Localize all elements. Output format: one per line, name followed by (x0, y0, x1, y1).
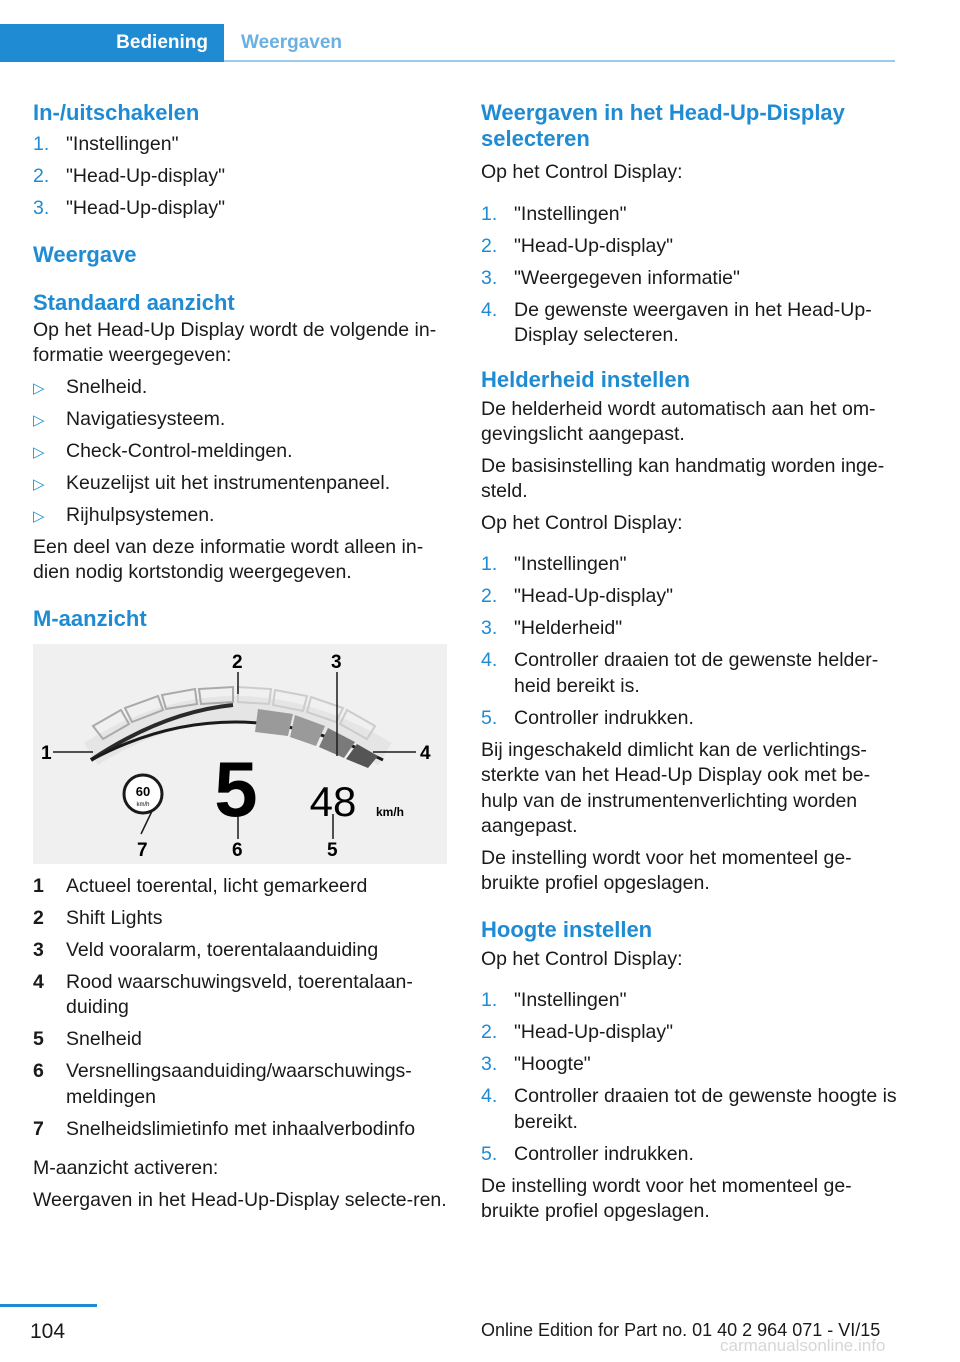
list-item: 4. Controller draaien tot de gewenste hoogte is bereikt. (481, 1085, 897, 1133)
list-item: ▷ Navigatiesysteem. (33, 407, 451, 433)
triangle-bullet-icon: ▷ (33, 379, 45, 397)
step-number: 2. (33, 165, 50, 187)
list-item: ▷ Snelheid. (33, 375, 451, 401)
legend-row: 3 Veld vooralarm, toerentalaanduiding (33, 938, 379, 961)
steps-brightness (481, 552, 899, 731)
heading-helderheid: Helderheid instellen (481, 366, 691, 392)
heading-in-uitschakelen: In-/uitschakelen (33, 100, 200, 125)
triangle-bullet-icon: ▷ (33, 411, 45, 429)
m-view-activate-label: M-aanzicht activeren: (33, 1157, 219, 1179)
height-p1: De instelling wordt voor het momenteel ge-bruikte profiel opgeslagen. (481, 1174, 852, 1222)
triangle-bullet-icon: ▷ (33, 475, 45, 493)
step-number: 3. (33, 197, 50, 219)
brightness-intro: Op het Control Display: (481, 511, 683, 534)
heading-standaard-aanzicht: Standaard aanzicht (33, 289, 235, 315)
list-item: 4. Controller draaien tot de gewenste helder-heid bereikt is. (481, 649, 879, 697)
heading-weergave: Weergave (33, 241, 137, 267)
height-intro: Op het Control Display: (481, 947, 683, 970)
speed-value: 48 (309, 777, 357, 825)
header-divider (224, 60, 895, 62)
footer-line (0, 1304, 97, 1307)
list-item: ▷ Rijhulpsystemen. (33, 503, 451, 529)
callout-6: 6 (232, 839, 243, 861)
list-item: 5. Controller indrukken. (481, 706, 694, 729)
heading-m-aanzicht: M-aanzicht (33, 605, 147, 631)
legend-row: 7 Snelheidslimietinfo met inhaalverbodinfo (33, 1117, 416, 1140)
step-text: "Head-Up-display" (66, 165, 226, 187)
list-item: 1. "Instellingen" (481, 202, 627, 225)
gear-indicator: 5 (214, 744, 258, 833)
select-intro: Op het Control Display: (481, 161, 683, 183)
step-text: "Head-Up-display" (66, 197, 226, 219)
brightness-p4: De instelling wordt voor het momenteel ge-bruikte profiel opgeslagen. (481, 846, 852, 894)
legend-row: 6 Versnellingsaanduiding/waarschuwings-meldingen (33, 1060, 412, 1108)
brightness-p1: De helderheid wordt automatisch aan het om-gevingslicht aangepast. (481, 397, 876, 445)
list-item (33, 164, 451, 190)
legend-row: 1 Actueel toerental, licht gemarkeerd (33, 874, 368, 897)
brightness-p2: De basisinstelling kan handmatig worden inge-steld. (481, 454, 885, 502)
triangle-bullet-icon: ▷ (33, 443, 45, 461)
speed-limit-unit: km/h (136, 801, 150, 808)
heading-hoogte: Hoogte instellen (481, 916, 653, 942)
list-item: 3. "Helderheid" (481, 617, 623, 639)
legend-row: 5 Snelheid (33, 1028, 142, 1050)
legend-row: 2 Shift Lights (33, 906, 163, 929)
list-item: 5. Controller indrukken. (481, 1142, 694, 1165)
callout-7: 7 (137, 839, 148, 861)
steps-select (481, 202, 899, 349)
legend-row: 4 Rood waarschuwingsveld, toerentalaan-duiding (33, 970, 413, 1018)
speed-unit: km/h (376, 804, 405, 819)
standard-note: Een deel van deze informatie wordt alleen in-dien nodig kortstondig weergegeven. (33, 535, 424, 583)
brightness-p3: Bij ingeschakeld dimlicht kan de verlichtings-sterkte van het Head-Up Display ook met be-hulp van de instrumentenverlichting worden aangepast. (481, 738, 871, 837)
figure-legend (33, 874, 451, 1143)
callout-3: 3 (331, 651, 342, 673)
list-item: 3. "Weergegeven informatie" (481, 266, 740, 289)
triangle-bullet-icon: ▷ (33, 507, 45, 525)
page-number: 104 (30, 1320, 66, 1343)
left-column (33, 100, 451, 1219)
steps-in-uitschakelen (33, 132, 451, 222)
callout-5: 5 (327, 839, 338, 861)
speed-limit-value: 60 (135, 783, 151, 799)
list-item: 3. "Hoogte" (481, 1053, 591, 1075)
standard-bullets (33, 375, 451, 529)
list-item: 1. "Instellingen" (481, 989, 627, 1011)
edition-info: Online Edition for Part no. 01 40 2 964 071 - VI/15 (481, 1320, 881, 1340)
tab-bediening[interactable]: Bediening (0, 24, 224, 62)
list-item (33, 196, 451, 222)
list-item: 4. De gewenste weergaven in het Head-Up-Display selecteren. (481, 298, 872, 346)
m-view-activate-text: Weergaven in het Head-Up-Display selecte-ren. (33, 1188, 447, 1211)
steps-height (481, 988, 899, 1167)
header-tabbar (0, 0, 895, 62)
callout-2: 2 (232, 651, 243, 673)
standard-intro: Op het Head-Up Display wordt de volgende in-formatie weergegeven: (33, 318, 437, 366)
callout-4: 4 (420, 742, 431, 764)
tab-weergaven[interactable]: Weergaven (241, 32, 343, 53)
step-text: "Instellingen" (66, 133, 179, 155)
heading-weergaven-selecteren: Weergaven in het Head-Up-Display selecteren (481, 100, 845, 151)
list-item: ▷ Check-Control-meldingen. (33, 439, 451, 465)
list-item: 2. "Head-Up-display" (481, 1021, 674, 1043)
list-item: 1. "Instellingen" (481, 553, 627, 575)
list-item: ▷ Keuzelijst uit het instrumentenpaneel. (33, 471, 451, 497)
callout-1: 1 (41, 742, 52, 764)
list-item: 2. "Head-Up-display" (481, 585, 674, 607)
list-item: 2. "Head-Up-display" (481, 234, 674, 257)
watermark: carmanualsonline.info (720, 1336, 886, 1355)
hud-m-view-figure (33, 644, 447, 864)
list-item (33, 132, 451, 158)
step-number: 1. (33, 133, 50, 155)
right-column (481, 100, 899, 1231)
